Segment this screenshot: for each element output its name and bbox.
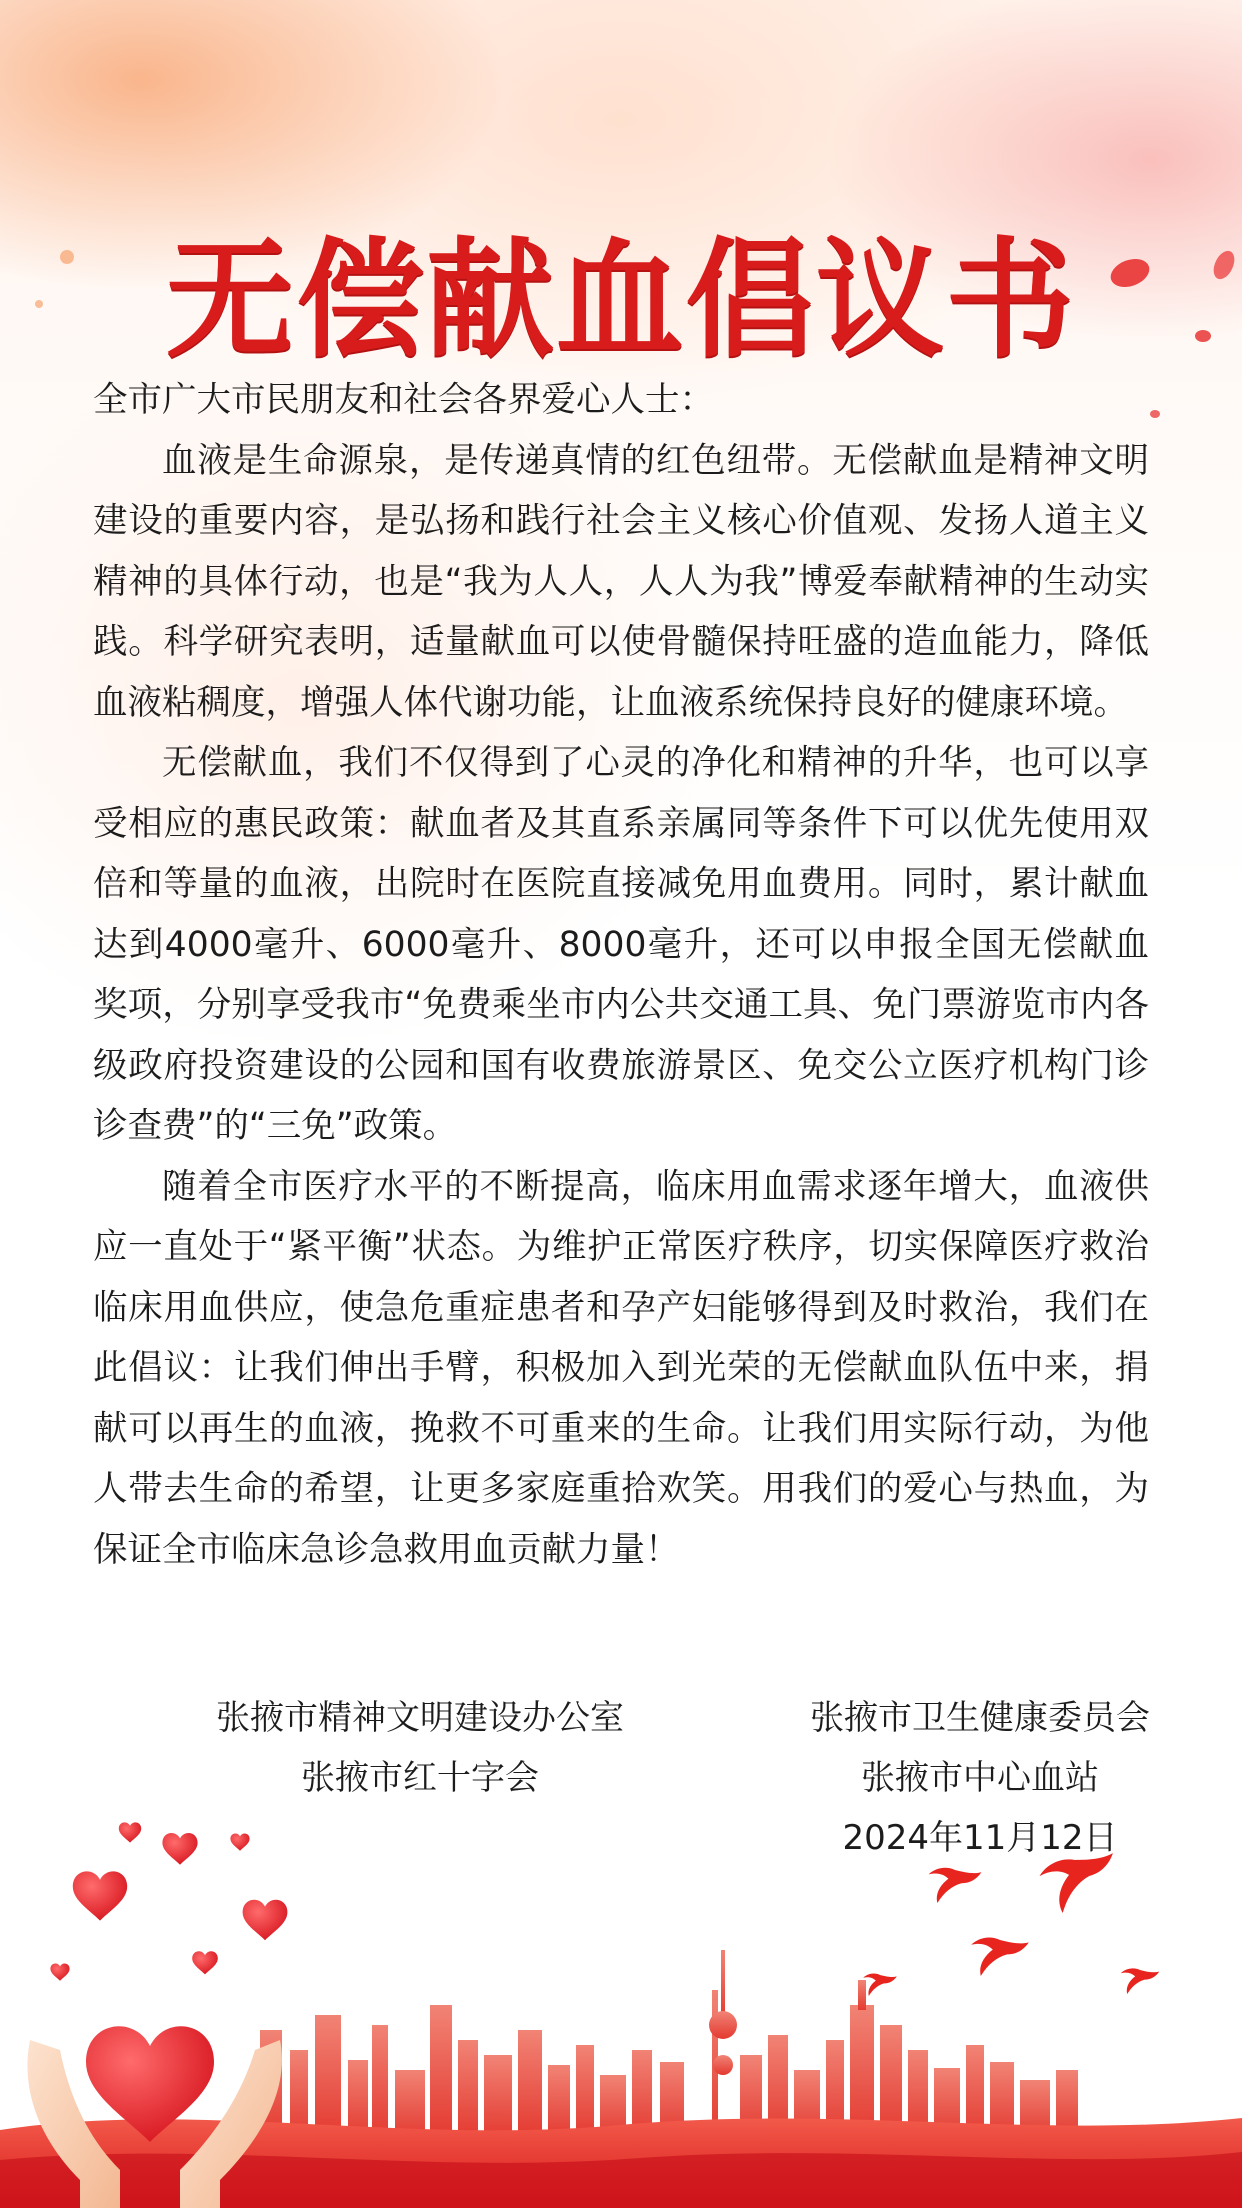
signature-date: 2024年11月12日 <box>842 1818 1118 1858</box>
heart-icon <box>50 1822 287 1980</box>
page-title: 无偿献血倡议书 <box>165 225 1076 375</box>
paragraph: 无偿献血，我们不仅得到了心灵的净化和精神的升华，也可以享受相应的惠民政策：献血者及其直系亲属同等条件下可以优先使用双倍和等量的血液，出院时在医院直接减免用血费用。同时，累计献血达到4000毫升、6000毫升、8000毫升，还可以申报全国无偿献血奖项，分别享受我市“免费乘坐市内公共交通工具、免门票游览市内各级政府投资建设的公园和国有收费旅游景区、免交公立医疗机构门诊诊查费”的“三免”政策。 <box>93 743 1149 1146</box>
paragraph: 随着全市医疗水平的不断提高，临床用血需求逐年增大，血液供应一直处于“紧平衡”状态。为维护正常医疗秩序，切实保障医疗救治临床用血供应，使急危重症患者和孕产妇能够得到及时救治，我们在此倡议：让我们伸出手臂，积极加入到光荣的无偿献血队伍中来，捐献可以再生的血液，挽救不可重来的生命。让我们用实际行动，为他人带去生命的希望，让更多家庭重拾欢笑。用我们的爱心与热血，为保证全市临床急诊急救用血贡献力量！ <box>93 1166 1149 1570</box>
splash-dot <box>1150 410 1160 418</box>
signatory: 张掖市卫生健康委员会 <box>810 1698 1150 1738</box>
signatory: 张掖市精神文明建设办公室 <box>216 1698 624 1738</box>
paragraph: 血液是生命源泉，是传递真情的红色纽带。无偿献血是精神文明建设的重要内容，是弘扬和践行社会主义核心价值观、发扬人道主义精神的具体行动，也是“我为人人，人人为我”博爱奉献精神的生动实践。科学研究表明，适量献血可以使骨髓保持旺盛的造血能力，降低血液粘稠度，增强人体代谢功能，让血液系统保持良好的健康环境。 <box>93 440 1149 723</box>
signature-left <box>170 1688 670 1808</box>
greeting: 全市广大市民朋友和社会各界爱心人士： <box>93 380 714 420</box>
signatory: 张掖市中心血站 <box>861 1758 1099 1798</box>
letter-body <box>93 370 1149 1580</box>
city-skyline <box>260 1950 1078 2140</box>
signatory: 张掖市红十字会 <box>301 1758 539 1798</box>
bottom-decoration <box>0 1800 1242 2208</box>
dove-icon <box>863 1847 1159 1996</box>
